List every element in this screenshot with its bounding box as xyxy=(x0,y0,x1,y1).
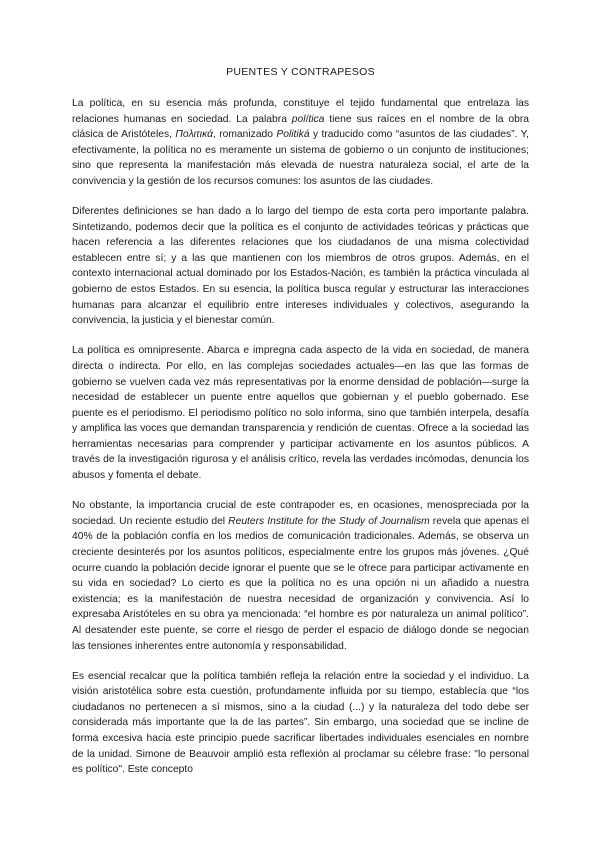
italic-term-romanized: Politiká xyxy=(276,129,310,141)
paragraph-text: No obstante, la importancia crucial de este contrapoder es, en ocasiones, menospreciada por la sociedad. Un reciente estudio del xyxy=(72,500,529,527)
italic-institute-name: Reuters Institute for the Study of Journalism xyxy=(228,515,430,527)
paragraph-2 xyxy=(72,204,529,329)
paragraph-text: La política es omnipresente. Abarca e impregna cada aspecto de la vida en sociedad, de manera directa o indirecta. Por ello, en las complejas sociedades actuales—en las que las formas de gobierno se vuelven cada vez más representativas por la enorme densidad de población—surge la necesidad de establecer un puente entre aquellos que gobiernan y el pueblo gobernado. Ese puente es el periodismo. El periodismo político no solo informa, sino que también interpela, desafía y amplifica las voces que demandan transparencia y rendición de cuentas. Ofrece a la sociedad las herramientas necesarias para comprender y participar activamente en los asuntos públicos. A través de la investigación rigurosa y el análisis crítico, revela las verdades incómodas, denuncia los abusos y fomenta el debate. xyxy=(72,345,529,482)
paragraph-3 xyxy=(72,343,529,483)
paragraph-text: La política, en su esencia más profunda, constituye el tejido fundamental que entrelaza las relaciones humanas en sociedad. La palabra xyxy=(72,98,529,125)
paragraph-5 xyxy=(72,669,529,778)
italic-term-politica: política xyxy=(291,113,325,125)
paragraph-text: Diferentes definiciones se han dado a lo largo del tiempo de esta corta pero importante palabra. Sintetizando, podemos decir que la política es el conjunto de actividades teóricas y prácticas que hacen referencia a las diferentes relaciones que los ciudadanos de una misma colectividad establecen entre sí; y a las que mantienen con los miembros de otros grupos. Además, en el contexto internacional actual dominado por los Estados-Nación, es también la práctica vinculada al gobierno de estos Estados. En su esencia, la política busca regular y estructurar las interacciones humanas para alcanzar el equilibrio entre intereses individuales y colectivos, asegurando la convivencia, la justicia y el bienestar común. xyxy=(72,206,529,327)
document-title: PUENTES Y CONTRAPESOS xyxy=(226,66,375,78)
paragraph-4 xyxy=(72,498,529,654)
paragraph-text: tiene sus raíces en el nombre de la obra clásica de Aristóteles, xyxy=(72,113,529,141)
paragraph-1 xyxy=(72,96,529,190)
italic-term-greek: Πολιτικά xyxy=(175,129,213,141)
paragraph-text: revela que apenas el 40% de la población confía en los medios de comunicación tradicionales. Además, se observa un creciente desinterés por los asuntos políticos, especialmente entre los grupos más jóvenes. ¿Qué ocurre cuando la población decide ignorar el puente que se le ofrece para participar activamente en su vida en sociedad? Lo cierto es que la política no es una opción ni un añadido a nuestra existencia; es la manifestación de nuestra necesidad de organización y convivencia. Así lo expresaba Aristóteles en su obra ya mencionada: “el hombre es por naturaleza un animal político”. Al desatender este puente, se corre el riesgo de perder el espacio de diálogo donde se negocian las tensiones inherentes entre autonomía y responsabilidad. xyxy=(72,515,530,652)
paragraph-text: y traducido como “asuntos de las ciudades”. Y, efectivamente, la política no es meramente un sistema de gobierno o un conjunto de instituciones; sino que representa la manifestación más elevada de nuestra naturaleza social, el arte de la convivencia y la gestión de los recursos comunes: los asuntos de las ciudades. xyxy=(72,129,530,187)
paragraph-text: , romanizado xyxy=(212,129,277,141)
paragraph-text: Es esencial recalcar que la política también refleja la relación entre la sociedad y el individuo. La visión aristotélica sobre esta cuestión, profundamente influida por su tiempo, establecía que “los ciudadanos no pertenecen a sí mismos, sino a la ciudad (...) y la naturaleza del todo debe ser considerada más importante que la de las partes”. Sin embargo, una sociedad que se incline de forma excesiva hacia este principio puede sacrificar libertades individuales esenciales en nombre de la unidad. Simone de Beauvoir amplió esta reflexión al proclamar su célebre frase: "lo personal es político". Este concepto xyxy=(72,670,529,776)
